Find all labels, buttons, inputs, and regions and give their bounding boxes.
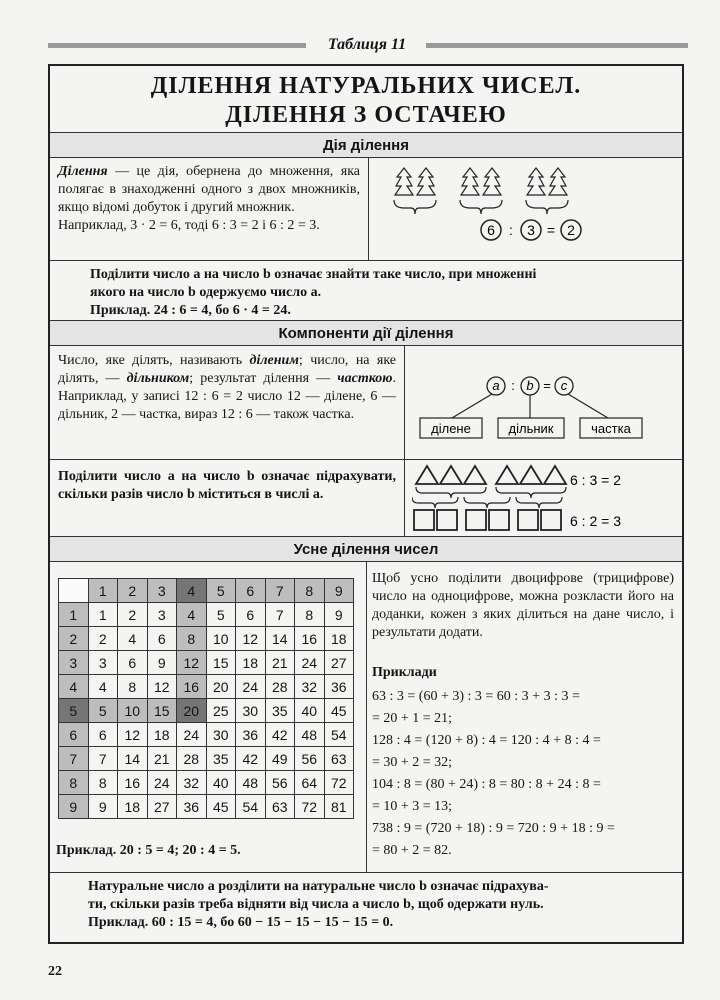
shapes-equation-1: 6 : 3 = 2: [570, 472, 621, 488]
table-cell: 40: [206, 771, 236, 795]
letter-a: a: [492, 378, 500, 393]
table-header-cell: 1: [88, 579, 118, 603]
table-cell: 24: [177, 723, 207, 747]
table-cell: 12: [118, 723, 148, 747]
table-cell: 20: [177, 699, 207, 723]
table-cell: 72: [324, 771, 354, 795]
triangle-icon: [464, 466, 486, 484]
table-row: [59, 795, 354, 819]
table-row: [59, 771, 354, 795]
table-cell: 54: [236, 795, 266, 819]
eq-value-2: 2: [567, 222, 575, 238]
components-text: [58, 352, 396, 424]
components-part-1: Число, яке ділять, називають: [58, 353, 250, 368]
letter-b: b: [526, 378, 534, 393]
table-cell: 5: [88, 699, 118, 723]
square-icon: [541, 510, 561, 530]
table-cell: 48: [295, 723, 325, 747]
table-row-header-cell: 5: [59, 699, 89, 723]
table-cell: 27: [147, 795, 177, 819]
term-dividend: діленим: [249, 353, 299, 368]
table-cell: 45: [206, 795, 236, 819]
table-cell: 5: [206, 603, 236, 627]
table-cell: 6: [236, 603, 266, 627]
table-cell: 56: [295, 747, 325, 771]
term-quotient: часткою: [337, 371, 393, 386]
table-cell: 18: [236, 651, 266, 675]
letter-c: c: [560, 378, 568, 393]
shapes-equation-2: 6 : 2 = 3: [570, 513, 621, 529]
brace-icon: [516, 497, 562, 508]
eq-colon: :: [509, 222, 513, 238]
table-cell: 42: [236, 747, 266, 771]
footer-rule-example: Приклад. 60 : 15 = 4, бо 60 − 15 − 15 − 15 − 15 = 0.: [88, 915, 394, 930]
tree-icon: [527, 168, 545, 195]
label-dividend: ділене: [431, 421, 471, 436]
row-divider: [50, 260, 682, 261]
table-cell: 40: [295, 699, 325, 723]
table-example: Приклад. 20 : 5 = 4; 20 : 4 = 5.: [56, 843, 241, 858]
example-line: 63 : 3 = (60 + 3) : 3 = 60 : 3 + 3 : 3 =: [372, 689, 580, 704]
example-line: = 30 + 2 = 32;: [372, 755, 453, 770]
triangle-icon: [496, 466, 518, 484]
table-header-row: [59, 579, 354, 603]
section-header-oral: Усне ділення чисел: [50, 536, 682, 562]
label-divisor: дільник: [508, 421, 554, 436]
table-cell: 10: [118, 699, 148, 723]
table-row: [59, 747, 354, 771]
square-icon: [437, 510, 457, 530]
table-cell: 24: [236, 675, 266, 699]
square-icon: [466, 510, 486, 530]
table-cell: 14: [118, 747, 148, 771]
table-cell: 56: [265, 771, 295, 795]
table-cell: 4: [177, 603, 207, 627]
label-quotient: частка: [591, 421, 631, 436]
table-cell: 48: [236, 771, 266, 795]
table-label: Таблиця 11: [327, 36, 407, 53]
header-bar-left: [48, 43, 306, 48]
table-cell: 8: [295, 603, 325, 627]
table-cell: 36: [324, 675, 354, 699]
table-header-cell: 8: [295, 579, 325, 603]
components-diagram: [410, 366, 678, 442]
table-cell: 16: [118, 771, 148, 795]
brace-icon: [416, 487, 486, 498]
table-cell: 32: [295, 675, 325, 699]
table-cell: 3: [88, 651, 118, 675]
square-icon: [414, 510, 434, 530]
table-cell: 30: [236, 699, 266, 723]
divider: [404, 346, 405, 536]
section-header-components: Компоненти дії ділення: [50, 320, 682, 346]
title-line-2: ДІЛЕННЯ З ОСТАЧЕЮ: [225, 102, 507, 128]
table-header-cell: 9: [324, 579, 354, 603]
table-header-cell: 7: [265, 579, 295, 603]
table-row: [59, 723, 354, 747]
definition-term: Ділення: [58, 164, 108, 179]
divide-rule-line-1: Поділити число a на число b означає знайти таке число, при множенні: [90, 267, 537, 282]
table-cell: 6: [88, 723, 118, 747]
table-cell: 3: [147, 603, 177, 627]
square-icon: [489, 510, 509, 530]
section-header-division: Дія ділення: [50, 132, 682, 158]
brace-icon: [412, 497, 458, 508]
brace-icon: [526, 200, 568, 214]
table-row: [59, 627, 354, 651]
brace-icon: [496, 487, 566, 498]
table-cell: 45: [324, 699, 354, 723]
mult-table-area: [50, 574, 366, 874]
example-line: = 20 + 1 = 21;: [372, 711, 453, 726]
example-line: 128 : 4 = (120 + 8) : 4 = 120 : 4 + 8 : 4 =: [372, 733, 601, 748]
table-row-header-cell: 4: [59, 675, 89, 699]
table-row-header-cell: 7: [59, 747, 89, 771]
multiplication-table: [58, 578, 354, 819]
table-row-header-cell: 8: [59, 771, 89, 795]
divide-rule: [90, 266, 670, 320]
table-cell: 21: [147, 747, 177, 771]
table-cell: 9: [324, 603, 354, 627]
page-title: [50, 72, 682, 130]
divide-rule-line-2: якого на число b одержуємо число a.: [90, 285, 322, 300]
footer-rule-line-1: Натуральне число a розділити на натуральне число b означає підрахува-: [88, 879, 549, 894]
connector-dividend: [452, 394, 492, 418]
brace-icon: [394, 200, 436, 214]
table-cell: 81: [324, 795, 354, 819]
tree-icon: [395, 168, 413, 195]
table-header-cell: 3: [147, 579, 177, 603]
table-header-cell: 2: [118, 579, 148, 603]
table-cell: 18: [118, 795, 148, 819]
triangle-icon: [520, 466, 542, 484]
table-cell: 7: [265, 603, 295, 627]
page-number: 22: [48, 964, 62, 979]
eq-equals: =: [546, 222, 556, 238]
table-cell: 24: [147, 771, 177, 795]
table-cell: 30: [206, 723, 236, 747]
components-part-4: . Наприклад, у записі 12 : 6 = 2 число 12 — ділене, 6 — дільник, 2 — частка, вираз 12 : 6 — також частка.: [58, 371, 396, 422]
table-cell: 24: [295, 651, 325, 675]
table-cell: 10: [206, 627, 236, 651]
table-cell: 21: [265, 651, 295, 675]
table-cell: 49: [265, 747, 295, 771]
table-cell: 8: [118, 675, 148, 699]
table-cell: 36: [236, 723, 266, 747]
tree-icon: [417, 168, 435, 195]
table-cell: 6: [118, 651, 148, 675]
tree-icon: [461, 168, 479, 195]
shape-groups: [412, 466, 566, 530]
table-header-cell: 6: [236, 579, 266, 603]
table-cell: 18: [324, 627, 354, 651]
table-cell: 12: [236, 627, 266, 651]
table-cell: 1: [88, 603, 118, 627]
example-line: = 80 + 2 = 82.: [372, 843, 452, 858]
components-part-3: ; результат ділення —: [189, 371, 338, 386]
table-cell: 12: [147, 675, 177, 699]
definition-example: Наприклад, 3 · 2 = 6, тоді 6 : 3 = 2 і 6 : 2 = 3.: [58, 218, 320, 233]
table-header-cell: 5: [206, 579, 236, 603]
trees-diagram: [380, 164, 676, 256]
tree-icon: [483, 168, 501, 195]
table-cell: 20: [206, 675, 236, 699]
term-divisor: дільником: [126, 371, 190, 386]
table-cell: 32: [177, 771, 207, 795]
table-cell: 7: [88, 747, 118, 771]
letter-equals: =: [543, 378, 551, 393]
shapes-diagram: [412, 462, 678, 538]
table-cell: 25: [206, 699, 236, 723]
oral-examples: [372, 686, 676, 862]
table-header-cell: 4: [177, 579, 207, 603]
oral-rule: Щоб усно поділити двоцифрове (трицифрове) число на одноцифрове, можна розкласти його на доданки, кожен з яких ділиться на дане число, і результати додати.: [372, 571, 674, 640]
table-cell: 12: [177, 651, 207, 675]
table-cell: 72: [295, 795, 325, 819]
eq-value-6: 6: [487, 222, 495, 238]
connector-quotient: [568, 394, 608, 418]
table-cell: 16: [177, 675, 207, 699]
divide-rule-example: Приклад. 24 : 6 = 4, бо 6 · 4 = 24.: [90, 303, 291, 318]
components-part-2: ; число, на яке ділять, —: [58, 353, 397, 386]
header-bar-right: [426, 43, 688, 48]
footer-rule-line-2: ти, скільки разів треба відняти від числа a число b, щоб одержати нуль.: [88, 897, 544, 912]
page-frame: [48, 64, 684, 944]
tree-icon: [549, 168, 567, 195]
brace-icon: [460, 200, 502, 214]
brace-icon: [464, 497, 510, 508]
triangle-icon: [440, 466, 462, 484]
table-cell: 8: [177, 627, 207, 651]
table-cell: 35: [265, 699, 295, 723]
table-row-header-cell: 3: [59, 651, 89, 675]
table-cell: 27: [324, 651, 354, 675]
eq-value-3: 3: [527, 222, 535, 238]
table-cell: 9: [88, 795, 118, 819]
table-row-header-cell: 6: [59, 723, 89, 747]
table-cell: 28: [265, 675, 295, 699]
row-divider: [50, 459, 682, 460]
count-rule: Поділити число a на число b означає підрахувати, скільки разів число b міститься в числі a.: [58, 469, 396, 502]
table-cell: 64: [295, 771, 325, 795]
table-row-header-cell: 2: [59, 627, 89, 651]
table-cell: 14: [265, 627, 295, 651]
table-cell: 36: [177, 795, 207, 819]
footer-rule: [88, 878, 676, 932]
example-line: 738 : 9 = (720 + 18) : 9 = 720 : 9 + 18 : 9 =: [372, 821, 615, 836]
divider: [366, 562, 367, 872]
table-cell: 4: [118, 627, 148, 651]
triangle-icon: [416, 466, 438, 484]
table-cell: 2: [88, 627, 118, 651]
table-row: [59, 603, 354, 627]
table-row: [59, 675, 354, 699]
table-cell: 15: [147, 699, 177, 723]
table-cell: 63: [265, 795, 295, 819]
trees-equation: [481, 220, 581, 240]
table-header: [48, 36, 688, 54]
letter-colon: :: [511, 378, 515, 393]
table-cell: 54: [324, 723, 354, 747]
example-line: = 10 + 3 = 13;: [372, 799, 453, 814]
table-row-header-cell: 9: [59, 795, 89, 819]
table-cell: 15: [206, 651, 236, 675]
table-cell: 8: [88, 771, 118, 795]
table-cell: 16: [295, 627, 325, 651]
title-line-1: ДІЛЕННЯ НАТУРАЛЬНИХ ЧИСЕЛ.: [150, 73, 582, 99]
table-cell: 2: [118, 603, 148, 627]
table-cell: 28: [177, 747, 207, 771]
table-cell: 35: [206, 747, 236, 771]
example-line: 104 : 8 = (80 + 24) : 8 = 80 : 8 + 24 : 8 =: [372, 777, 601, 792]
table-corner-cell: [59, 579, 89, 603]
table-cell: 4: [88, 675, 118, 699]
table-row: [59, 651, 354, 675]
table-cell: 42: [265, 723, 295, 747]
definition-text: [58, 163, 360, 235]
table-cell: 6: [147, 627, 177, 651]
table-cell: 63: [324, 747, 354, 771]
square-icon: [518, 510, 538, 530]
table-cell: 9: [147, 651, 177, 675]
table-row-header-cell: 1: [59, 603, 89, 627]
examples-title: Приклади: [372, 665, 437, 680]
table-cell: 18: [147, 723, 177, 747]
triangle-icon: [544, 466, 566, 484]
row-divider: [50, 872, 682, 873]
definition-body: — це дія, обернена до множення, яка полягає в знаходженні одного з двох множників, якщо відомі добуток і другий множник.: [58, 164, 360, 215]
tree-groups: [394, 168, 568, 214]
table-row: [59, 699, 354, 723]
divider: [368, 158, 369, 260]
